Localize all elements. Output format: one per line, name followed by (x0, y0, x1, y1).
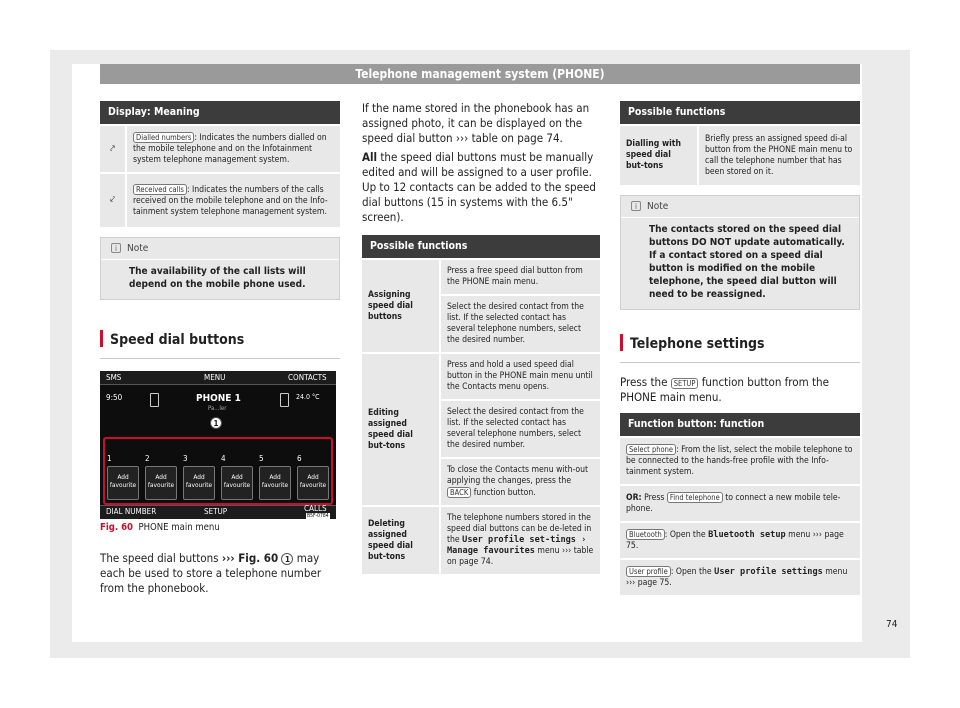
user-profile-key: User profile (626, 566, 671, 577)
phone-icon (150, 393, 159, 407)
column-left (100, 101, 340, 596)
paragraph: If the name stored in the phonebook has an assigned photo, it can be displayed on the speed dial button ››› table on page 74. (362, 101, 590, 145)
received-calls-key: Received calls (133, 184, 187, 195)
back-key: BACK (447, 487, 471, 498)
table-row: To close the Contacts menu with-out applying the changes, press the BACK function button. (362, 458, 600, 506)
row-label: Editing assigned speed dial but-tons (362, 353, 440, 506)
section-heading: Speed dial buttons (100, 328, 340, 359)
figure-code: B5F-0784 (307, 513, 329, 519)
figure-caption-text: PHONE main menu (138, 522, 220, 533)
note-box (620, 195, 860, 310)
table-row: Editing assigned speed dial but-tons Press and hold a used speed dial button in the PHONE main menu until the Contacts menu opens. (362, 353, 600, 400)
paragraph: All the speed dial buttons must be manually edited and will be assigned to a user profile. Up to 12 contacts can be added to the speed dial buttons (15 in systems with the 6.5" screen). (362, 150, 596, 224)
setup-key: SETUP (671, 378, 699, 389)
table-header: Function button: function (620, 413, 860, 437)
callout-bubble: 1 (210, 417, 222, 429)
callout-bubble: 1 (281, 553, 293, 565)
table-row: Assigning speed dial buttons Press a free speed dial button from the PHONE main menu. (362, 259, 600, 295)
table-row: User profile : Open the User profile settings menu ››› page 75. (620, 559, 860, 595)
table-row: Dialling with speed dial but-tons Briefly press an assigned speed di-al button from the PHONE main menu to call the telephone number that has been stored on it. (620, 125, 860, 185)
select-phone-key: Select phone (626, 444, 676, 455)
table-row: Select the desired contact from the list. If the selected contact has several telephone numbers, select the desired number. (362, 295, 600, 353)
sms-button: SMS (106, 373, 122, 382)
row-text: : Indicates the numbers of the calls received on the mobile telephone and on the Info-tainment system telephone management system. (133, 184, 328, 217)
page-number: 74 (886, 619, 898, 630)
dialling-table (620, 101, 860, 185)
table-header: Display: Meaning (100, 101, 340, 125)
paragraph: The speed dial buttons ››› Fig. 60 1 may each be used to store a telephone number from the phonebook. (100, 551, 322, 595)
dialled-call-icon: ⤤ (100, 125, 126, 173)
phone-screen-figure: SMS MENU CONTACTS 9:50 PHONE 1 Pa...ler 24.0 °C 1 1 Add favourite 2 Add favourite 3 Add favourite 4 Add favourite 5 Add favourite 6 Add favourite DIAL NUMBER SETUP CALLS B5F-0784 (100, 371, 336, 519)
table-row: OR: Press Find telephone to connect a new mobile tele-phone. (620, 485, 860, 522)
note-title: Note (127, 243, 149, 254)
bluetooth-key: Bluetooth (626, 529, 665, 540)
column-middle (362, 101, 600, 574)
row-text: : Indicates the numbers dialled on the mobile telephone and on the Infotainment system telephone management system. (133, 133, 327, 165)
phone-subtitle: Pa...ler (208, 405, 227, 412)
table-row: Bluetooth : Open the Bluetooth setup menu ››› page 75. (620, 522, 860, 559)
note-title: Note (647, 201, 669, 212)
contacts-button: CONTACTS (288, 373, 327, 382)
table-row: Select phone : From the list, select the mobile telephone to be connected to the hands-free profile with the Info-tainment system. (620, 437, 860, 485)
temperature: 24.0 °C (296, 393, 320, 401)
dialled-numbers-key: Dialled numbers (133, 132, 194, 143)
phone-icon (280, 393, 289, 407)
info-icon: i (111, 243, 121, 253)
clock: 9:50 (106, 393, 123, 402)
table-row: Select the desired contact from the list. If the selected contact has several telephone numbers, select the desired number. (362, 400, 600, 458)
section-heading: Telephone settings (620, 332, 860, 363)
dial-number-button: DIAL NUMBER (106, 507, 157, 516)
possible-functions-table (362, 235, 600, 574)
table-header: Possible functions (620, 101, 860, 125)
received-call-icon: ⤦ (100, 173, 126, 227)
display-meaning-table (100, 101, 340, 227)
row-label: Deleting assigned speed dial but-tons (362, 506, 440, 574)
setup-button: SETUP (204, 507, 228, 516)
table-row (100, 173, 340, 227)
figure-number: Fig. 60 (100, 522, 133, 533)
info-icon: i (631, 201, 641, 211)
table-header: Possible functions (362, 235, 600, 259)
calls-button: CALLS (304, 504, 327, 513)
note-box (100, 237, 340, 300)
table-row: Deleting assigned speed dial but-tons The telephone numbers stored in the speed dial buttons can be de-leted in the User profile set-tings › Manage favourites menu ››› table on page 74. (362, 506, 600, 574)
running-header: Telephone management system (PHONE) (100, 64, 860, 84)
figure-caption (100, 519, 340, 533)
row-label: Dialling with speed dial but-tons (620, 125, 698, 185)
note-text: The availability of the call lists will depend on the mobile phone used. (129, 266, 306, 290)
phone-title: PHONE 1 (196, 393, 241, 404)
find-telephone-key: Find telephone (667, 492, 723, 503)
paragraph: Press the SETUP function button from the PHONE main menu. (620, 375, 829, 404)
function-button-table (620, 413, 860, 595)
row-label: Assigning speed dial buttons (362, 259, 440, 353)
figure-ref-link[interactable]: ››› Fig. 60 (221, 551, 279, 565)
menu-button: MENU (204, 373, 226, 382)
note-text: The contacts stored on the speed dial buttons DO NOT update automatically. If a contact stored on a speed dial button is modified on the mobile telephone, the speed dial button will need to be reassigned. (649, 224, 845, 300)
column-right (620, 101, 860, 595)
table-row (100, 125, 340, 173)
